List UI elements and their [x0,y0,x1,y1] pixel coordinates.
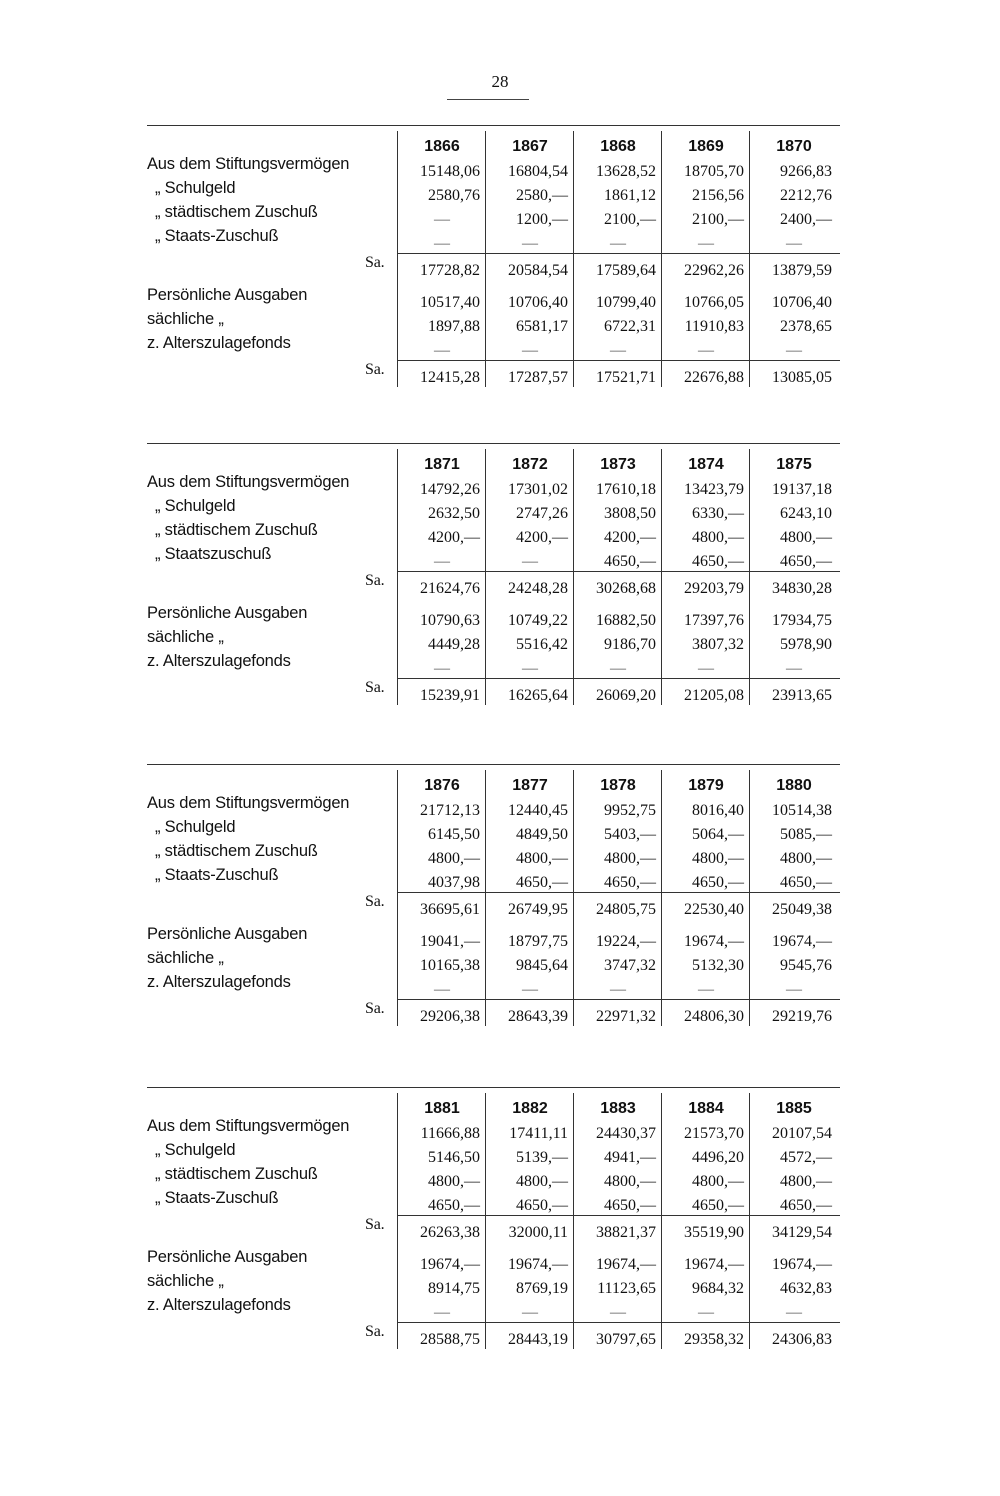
value-cell-schulgeld: 5139,— [516,1149,568,1166]
value-grid [397,764,840,1026]
staedtischer-zuschuss-label: „ städtischem Zuschuß [155,203,318,221]
value-cell-sa-ein: 36695,61 [420,901,480,918]
value-cell-sa-ein: 21624,76 [420,580,480,597]
value-cell-stift: 9266,83 [780,163,832,180]
value-cell-stift: 21573,70 [684,1125,744,1142]
year-header: 1881 [424,1100,460,1117]
year-column [485,449,574,705]
value-cell-sa-ein: 32000,11 [508,1224,568,1241]
value-cell-schulgeld: 5064,— [692,826,744,843]
value-cell-sa-aus: 21205,08 [684,687,744,704]
year-column [749,1093,838,1349]
year-header: 1876 [424,777,460,794]
value-cell-schulgeld: 2580,76 [428,187,480,204]
value-cell-sa-ein: 26749,95 [508,901,568,918]
value-cell-pers: 18797,75 [508,933,568,950]
value-cell-pers: 19674,— [684,1256,744,1273]
value-cell-sa-aus: 17521,71 [596,369,656,386]
year-header: 1873 [600,456,636,473]
value-cell-saech: 9845,64 [516,957,568,974]
value-cell-sa-aus: 28643,39 [508,1008,568,1025]
value-cell-saech: 6722,31 [604,318,656,335]
value-cell-sa-ein: 13879,59 [772,262,832,279]
value-cell-sa-aus: 28443,19 [508,1331,568,1348]
value-cell-sa-aus: 26069,20 [596,687,656,704]
value-cell-staedt: 4800,— [780,1173,832,1190]
value-cell-sa-aus: 12415,28 [420,369,480,386]
value-cell-staedt: 4800,— [516,1173,568,1190]
value-cell-schulgeld: 2632,50 [428,505,480,522]
value-cell-staat: 4650,— [516,874,568,891]
value-cell-pers: 19041,— [420,933,480,950]
stift-label: Aus dem Stiftungsvermögen [147,794,350,812]
sum-income-label: Sa. [365,1216,385,1233]
year-header: 1877 [512,777,548,794]
year-column [749,770,838,1026]
staedtischer-zuschuss-label: „ städtischem Zuschuß [155,1165,318,1183]
value-cell-schulgeld: 3808,50 [604,505,656,522]
value-cell-sa-aus: 16265,64 [508,687,568,704]
value-cell-alters: — [434,342,450,359]
value-cell-stift: 19137,18 [772,481,832,498]
year-column [661,449,750,705]
sum-rule [397,253,840,254]
schulgeld-label: „ Schulgeld [155,179,236,197]
value-cell-alters: — [610,1304,626,1321]
value-cell-sa-ein: 35519,90 [684,1224,744,1241]
value-cell-staedt: 4800,— [692,1173,744,1190]
schulgeld-label: „ Schulgeld [155,497,236,515]
stift-label: Aus dem Stiftungsvermögen [147,155,350,173]
value-cell-saech: 2378,65 [780,318,832,335]
value-cell-saech: 11910,83 [684,318,744,335]
finance-table-1871-1875 [147,443,840,705]
value-cell-alters: — [434,1304,450,1321]
finance-table-1876-1880 [147,764,840,1026]
value-cell-schulgeld: 1861,12 [604,187,656,204]
value-cell-pers: 10706,40 [508,294,568,311]
year-header: 1883 [600,1100,636,1117]
year-header: 1880 [776,777,812,794]
value-cell-pers: 10790,63 [420,612,480,629]
finance-table-1881-1885 [147,1087,840,1349]
value-cell-sa-aus: 15239,91 [420,687,480,704]
saechliche-ausgaben-label: sächliche „ [147,949,224,967]
page-number: 28 [491,72,509,91]
value-cell-schulgeld: 2156,56 [692,187,744,204]
year-header: 1878 [600,777,636,794]
value-cell-sa-aus: 29358,32 [684,1331,744,1348]
value-cell-schulgeld: 5146,50 [428,1149,480,1166]
value-cell-stift: 11666,88 [420,1125,480,1142]
value-cell-saech: 3807,32 [692,636,744,653]
value-cell-staedt: 1200,— [516,211,568,228]
value-cell-staedt: 4800,— [692,529,744,546]
year-column [573,131,662,387]
value-cell-sa-aus: 29206,38 [420,1008,480,1025]
sum-income-label: Sa. [365,254,385,271]
value-cell-sa-aus: 23913,65 [772,687,832,704]
year-column [485,131,574,387]
value-cell-staedt: 4800,— [604,850,656,867]
value-cell-alters: — [698,1304,714,1321]
value-cell-staat: — [434,553,450,570]
value-cell-schulgeld: 2212,76 [780,187,832,204]
value-cell-staat: — [786,235,802,252]
value-cell-pers: 19224,— [596,933,656,950]
value-cell-staat: 4650,— [780,874,832,891]
value-cell-saech: 5978,90 [780,636,832,653]
value-cell-stift: 17411,11 [509,1125,568,1142]
value-cell-staedt: 2400,— [780,211,832,228]
value-cell-pers: 16882,50 [596,612,656,629]
value-cell-staedt: 2100,— [692,211,744,228]
value-cell-saech: 8914,75 [428,1280,480,1297]
value-cell-staat: — [434,235,450,252]
sum-expense-label: Sa. [365,1323,385,1340]
staedtischer-zuschuss-label: „ städtischem Zuschuß [155,842,318,860]
alterszulagefonds-label: z. Alterszulagefonds [147,973,291,991]
value-grid [397,443,840,705]
year-header: 1872 [512,456,548,473]
value-cell-schulgeld: 6145,50 [428,826,480,843]
value-cell-pers: 19674,— [508,1256,568,1273]
value-cell-sa-ein: 24805,75 [596,901,656,918]
value-cell-sa-ein: 24248,28 [508,580,568,597]
sum-expense-label: Sa. [365,679,385,696]
value-cell-stift: 10514,38 [772,802,832,819]
sum-rule [397,678,840,679]
value-cell-alters: — [522,342,538,359]
value-cell-alters: — [786,981,802,998]
value-cell-sa-ein: 38821,37 [596,1224,656,1241]
year-header: 1885 [776,1100,812,1117]
value-cell-sa-aus: 22971,32 [596,1008,656,1025]
staatszuschuss-label: „ Staats-Zuschuß [155,866,279,884]
value-cell-sa-aus: 28588,75 [420,1331,480,1348]
value-cell-staat: 4650,— [692,553,744,570]
value-cell-schulgeld: 4496,20 [692,1149,744,1166]
year-column [749,449,838,705]
year-header: 1867 [512,138,548,155]
value-cell-staat: — [522,553,538,570]
value-cell-sa-aus: 24306,83 [772,1331,832,1348]
value-cell-sa-aus: 24806,30 [684,1008,744,1025]
year-column [573,770,662,1026]
year-column [397,770,486,1026]
value-cell-schulgeld: 2580,— [516,187,568,204]
sum-rule [397,999,840,1000]
value-cell-staedt: 4200,— [604,529,656,546]
sum-rule [397,1215,840,1216]
value-cell-schulgeld: 4572,— [780,1149,832,1166]
value-cell-staat: 4650,— [428,1197,480,1214]
value-cell-sa-ein: 34129,54 [772,1224,832,1241]
value-cell-alters: — [786,660,802,677]
value-cell-saech: 4449,28 [428,636,480,653]
value-cell-saech: 5132,30 [692,957,744,974]
value-cell-pers: 10799,40 [596,294,656,311]
value-cell-alters: — [610,660,626,677]
stift-label: Aus dem Stiftungsvermögen [147,1117,350,1135]
value-cell-staat: 4650,— [604,553,656,570]
value-cell-alters: — [786,1304,802,1321]
staatszuschuss-label: „ Staats-Zuschuß [155,227,279,245]
saechliche-ausgaben-label: sächliche „ [147,310,224,328]
year-header: 1866 [424,138,460,155]
value-cell-sa-aus: 29219,76 [772,1008,832,1025]
value-cell-staedt: 2100,— [604,211,656,228]
alterszulagefonds-label: z. Alterszulagefonds [147,1296,291,1314]
value-cell-sa-aus: 17287,57 [508,369,568,386]
value-cell-saech: 9186,70 [604,636,656,653]
year-header: 1882 [512,1100,548,1117]
persoenliche-ausgaben-label: Persönliche Ausgaben [147,604,308,622]
value-cell-pers: 19674,— [596,1256,656,1273]
value-cell-schulgeld: 6330,— [692,505,744,522]
value-cell-staat: 4650,— [516,1197,568,1214]
schulgeld-label: „ Schulgeld [155,818,236,836]
year-header: 1871 [424,456,460,473]
value-cell-staat: 4650,— [692,874,744,891]
sum-rule [397,892,840,893]
year-header: 1868 [600,138,636,155]
value-grid [397,125,840,387]
value-cell-stift: 21712,13 [420,802,480,819]
value-cell-pers: 17934,75 [772,612,832,629]
sum-rule [397,1322,840,1323]
value-cell-staedt: 4800,— [604,1173,656,1190]
value-cell-stift: 17301,02 [508,481,568,498]
value-cell-sa-ein: 22962,26 [684,262,744,279]
value-grid [397,1087,840,1349]
value-cell-schulgeld: 5403,— [604,826,656,843]
year-column [661,131,750,387]
value-cell-staat: — [698,235,714,252]
value-cell-alters: — [610,342,626,359]
value-cell-stift: 24430,37 [596,1125,656,1142]
value-cell-staedt: — [434,211,450,228]
value-cell-staat: 4650,— [604,1197,656,1214]
persoenliche-ausgaben-label: Persönliche Ausgaben [147,286,308,304]
persoenliche-ausgaben-label: Persönliche Ausgaben [147,925,308,943]
value-cell-staat: 4650,— [780,1197,832,1214]
value-cell-stift: 12440,45 [508,802,568,819]
value-cell-pers: 10517,40 [420,294,480,311]
sum-expense-label: Sa. [365,361,385,378]
year-header: 1870 [776,138,812,155]
value-cell-stift: 13628,52 [596,163,656,180]
value-cell-pers: 19674,— [684,933,744,950]
value-cell-alters: — [434,660,450,677]
stift-label: Aus dem Stiftungsvermögen [147,473,350,491]
value-cell-saech: 6581,17 [516,318,568,335]
value-cell-pers: 10766,05 [684,294,744,311]
value-cell-stift: 16804,54 [508,163,568,180]
value-cell-saech: 10165,38 [420,957,480,974]
value-cell-staat: 4650,— [780,553,832,570]
finance-table-1866-1870 [147,125,840,387]
value-cell-staat: 4650,— [692,1197,744,1214]
year-column [661,770,750,1026]
value-cell-schulgeld: 4849,50 [516,826,568,843]
value-cell-pers: 19674,— [772,933,832,950]
value-cell-sa-ein: 17728,82 [420,262,480,279]
value-cell-sa-aus: 13085,05 [772,369,832,386]
year-header: 1869 [688,138,724,155]
persoenliche-ausgaben-label: Persönliche Ausgaben [147,1248,308,1266]
sum-rule [397,571,840,572]
value-cell-staedt: 4800,— [780,850,832,867]
value-cell-alters: — [522,660,538,677]
page-number-rule [447,99,529,100]
value-cell-pers: 10749,22 [508,612,568,629]
sum-expense-label: Sa. [365,1000,385,1017]
alterszulagefonds-label: z. Alterszulagefonds [147,652,291,670]
alterszulagefonds-label: z. Alterszulagefonds [147,334,291,352]
value-cell-alters: — [698,342,714,359]
value-cell-sa-ein: 20584,54 [508,262,568,279]
year-column [397,1093,486,1349]
value-cell-saech: 9545,76 [780,957,832,974]
staedtischer-zuschuss-label: „ städtischem Zuschuß [155,521,318,539]
value-cell-staedt: 4800,— [428,1173,480,1190]
value-cell-alters: — [698,981,714,998]
value-cell-staat: — [610,235,626,252]
value-cell-pers: 17397,76 [684,612,744,629]
value-cell-stift: 14792,26 [420,481,480,498]
value-cell-staedt: 4800,— [516,850,568,867]
year-column [485,770,574,1026]
value-cell-stift: 8016,40 [692,802,744,819]
sum-income-label: Sa. [365,572,385,589]
schulgeld-label: „ Schulgeld [155,1141,236,1159]
value-cell-sa-ein: 22530,40 [684,901,744,918]
value-cell-alters: — [786,342,802,359]
value-cell-staedt: 4800,— [692,850,744,867]
value-cell-alters: — [610,981,626,998]
value-cell-saech: 1897,88 [428,318,480,335]
value-cell-staedt: 4200,— [516,529,568,546]
value-cell-saech: 9684,32 [692,1280,744,1297]
value-cell-schulgeld: 6243,10 [780,505,832,522]
value-cell-sa-ein: 29203,79 [684,580,744,597]
saechliche-ausgaben-label: sächliche „ [147,1272,224,1290]
year-header: 1875 [776,456,812,473]
value-cell-sa-aus: 22676,88 [684,369,744,386]
year-header: 1884 [688,1100,724,1117]
value-cell-staat: 4650,— [604,874,656,891]
value-cell-sa-ein: 26263,38 [420,1224,480,1241]
year-column [573,1093,662,1349]
staatszuschuss-label: „ Staatszuschuß [155,545,272,563]
value-cell-stift: 18705,70 [684,163,744,180]
value-cell-stift: 9952,75 [604,802,656,819]
value-cell-staedt: 4800,— [780,529,832,546]
value-cell-pers: 19674,— [420,1256,480,1273]
sum-income-label: Sa. [365,893,385,910]
saechliche-ausgaben-label: sächliche „ [147,628,224,646]
staatszuschuss-label: „ Staats-Zuschuß [155,1189,279,1207]
year-header: 1879 [688,777,724,794]
value-cell-saech: 4632,83 [780,1280,832,1297]
value-cell-staedt: 4800,— [428,850,480,867]
year-column [661,1093,750,1349]
value-cell-schulgeld: 5085,— [780,826,832,843]
value-cell-saech: 5516,42 [516,636,568,653]
year-column [749,131,838,387]
year-column [485,1093,574,1349]
year-column [397,131,486,387]
value-cell-saech: 3747,32 [604,957,656,974]
value-cell-stift: 15148,06 [420,163,480,180]
value-cell-sa-ein: 34830,28 [772,580,832,597]
value-cell-sa-aus: 30797,65 [596,1331,656,1348]
value-cell-alters: — [522,1304,538,1321]
value-cell-sa-ein: 17589,64 [596,262,656,279]
year-header: 1874 [688,456,724,473]
value-cell-schulgeld: 4941,— [604,1149,656,1166]
value-cell-stift: 20107,54 [772,1125,832,1142]
sum-rule [397,360,840,361]
value-cell-sa-ein: 30268,68 [596,580,656,597]
value-cell-sa-ein: 25049,38 [772,901,832,918]
year-column [397,449,486,705]
value-cell-pers: 19674,— [772,1256,832,1273]
value-cell-schulgeld: 2747,26 [516,505,568,522]
value-cell-staedt: 4200,— [428,529,480,546]
value-cell-alters: — [522,981,538,998]
value-cell-staat: 4037,98 [428,874,480,891]
value-cell-stift: 17610,18 [596,481,656,498]
value-cell-saech: 8769,19 [516,1280,568,1297]
value-cell-staat: — [522,235,538,252]
year-column [573,449,662,705]
value-cell-saech: 11123,65 [597,1280,656,1297]
value-cell-stift: 13423,79 [684,481,744,498]
value-cell-alters: — [698,660,714,677]
value-cell-pers: 10706,40 [772,294,832,311]
value-cell-alters: — [434,981,450,998]
